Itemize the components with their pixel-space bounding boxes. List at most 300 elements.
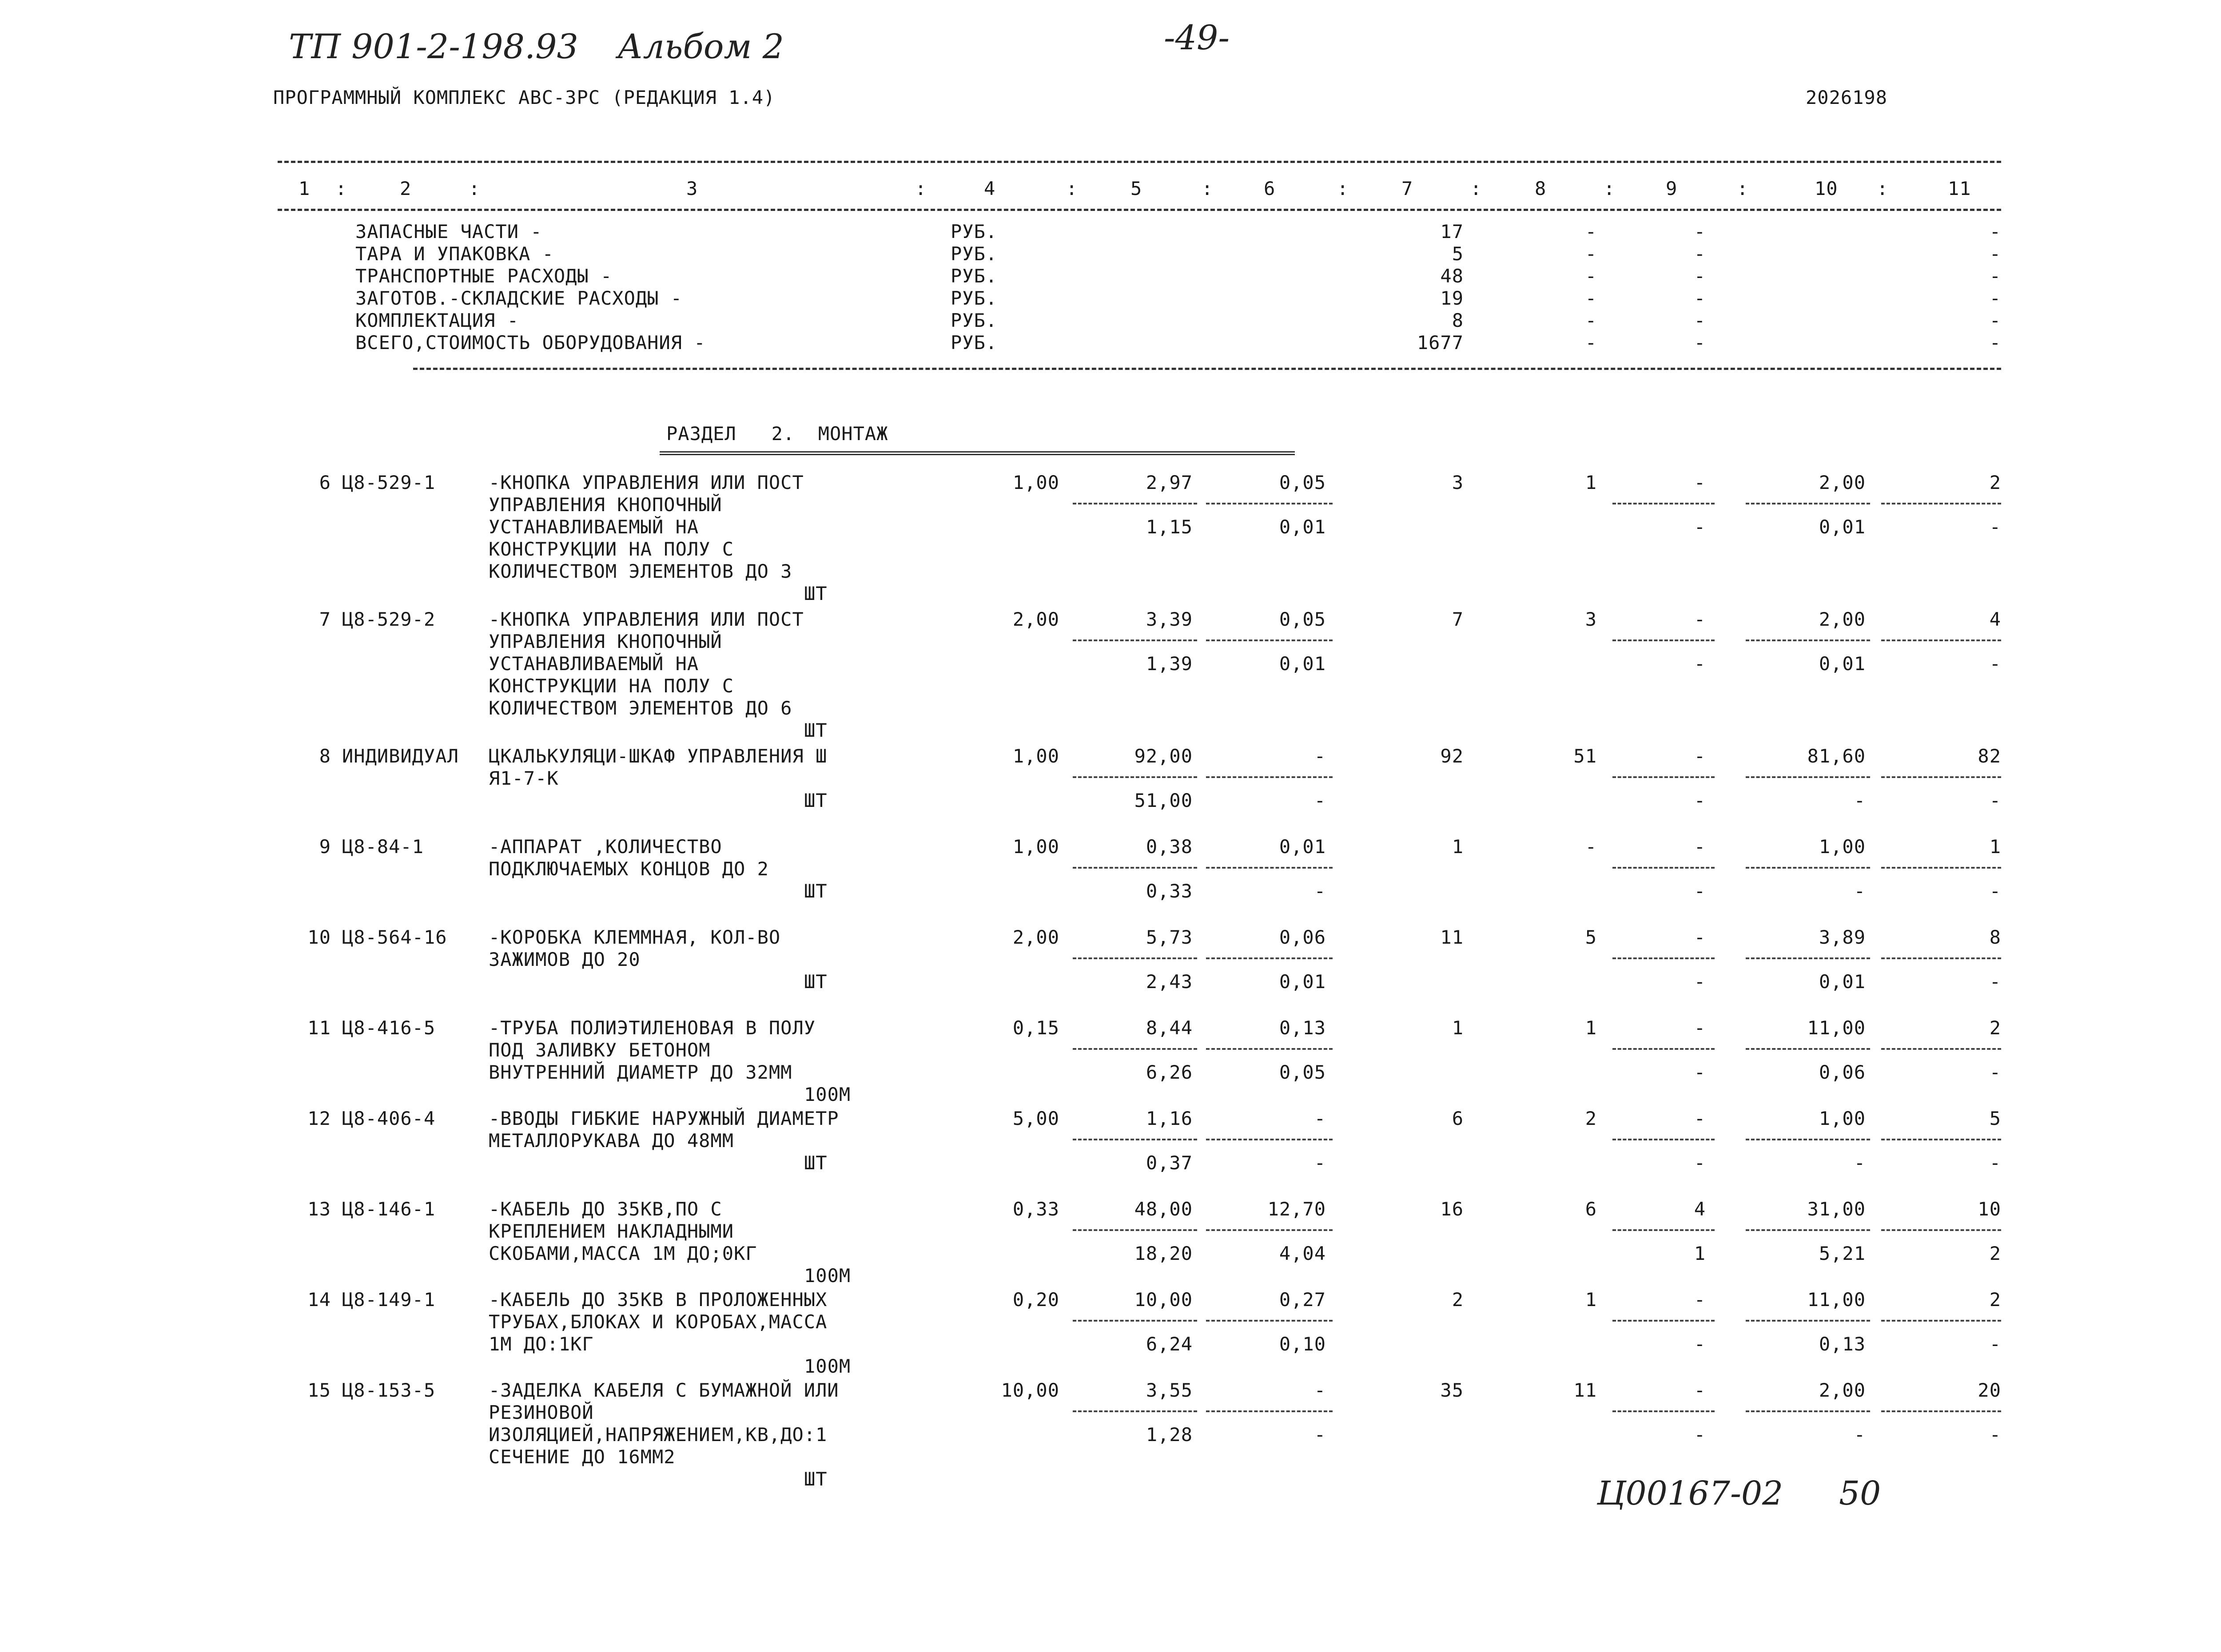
item-c5: 5,73 [1146, 926, 1193, 948]
item-c9: - [1694, 472, 1706, 493]
summary-c11: - [1989, 287, 2001, 309]
item-underline-c5 [1073, 503, 1197, 504]
item-description-line: КОЛИЧЕСТВОМ ЭЛЕМЕНТОВ ДО 3 [489, 560, 792, 582]
item-c9b: - [1694, 1152, 1706, 1174]
item-underline-c6 [1206, 1139, 1333, 1140]
item-underline-c5 [1073, 1139, 1197, 1140]
col-header-1: 1 [299, 178, 310, 199]
program-title: ПРОГРАММНЫЙ КОМПЛЕКС АВС-ЗРС (РЕДАКЦИЯ 1.4) [273, 87, 776, 108]
item-underline-c9 [1612, 776, 1715, 778]
item-underline-c5 [1073, 1320, 1197, 1322]
item-underline-c5 [1073, 957, 1197, 959]
item-c10: 1,00 [1819, 836, 1866, 858]
item-c7: 7 [1452, 608, 1464, 630]
summary-c11: - [1989, 243, 2001, 265]
item-underline-c5 [1073, 1410, 1197, 1412]
item-c11: 2 [1989, 1017, 2001, 1039]
item-c6: 0,05 [1279, 608, 1326, 630]
summary-name: КОМПЛЕКТАЦИЯ - [355, 310, 519, 331]
item-description-line: УПРАВЛЕНИЯ КНОПОЧНЫЙ [489, 494, 722, 516]
item-description-line: -КАБЕЛЬ ДО 35КВ,ПО С [489, 1198, 722, 1220]
item-underline-c10 [1746, 503, 1870, 504]
item-unit: ШТ [804, 790, 828, 811]
summary-unit: РУБ. [951, 310, 998, 331]
item-c6b: - [1314, 880, 1326, 902]
col-header-11: 11 [1948, 178, 1971, 199]
item-description-line: -КОРОБКА КЛЕММНАЯ, КОЛ-ВО [489, 926, 781, 948]
section-title: РАЗДЕЛ 2. МОНТАЖ [666, 423, 888, 445]
item-c5: 8,44 [1146, 1017, 1193, 1039]
item-c6b: 4,04 [1279, 1243, 1326, 1264]
item-c7: 16 [1440, 1198, 1464, 1220]
item-c11b: - [1989, 516, 2001, 538]
item-number: 11 [307, 1017, 331, 1039]
item-c9b: - [1694, 971, 1706, 993]
item-c11: 82 [1978, 745, 2001, 767]
item-c6: 0,01 [1279, 836, 1326, 858]
col-separator: : [1877, 178, 1889, 199]
item-description-line: -ТРУБА ПОЛИЭТИЛЕНОВАЯ В ПОЛУ [489, 1017, 816, 1039]
item-c7: 3 [1452, 472, 1464, 493]
item-c5b: 51,00 [1134, 790, 1193, 811]
summary-c7: 5 [1452, 243, 1464, 265]
item-underline-c11 [1881, 1048, 2001, 1050]
item-code: Ц8-416-5 [342, 1017, 436, 1039]
summary-c8: - [1585, 310, 1597, 331]
item-c7: 6 [1452, 1108, 1464, 1129]
item-c10b: 0,13 [1819, 1333, 1866, 1355]
item-description-line: 1М ДО:1КГ [489, 1333, 594, 1355]
summary-c7: 48 [1440, 265, 1464, 287]
item-underline-c6 [1206, 1320, 1333, 1322]
item-c4: 10,00 [1001, 1379, 1059, 1401]
item-underline-c9 [1612, 1320, 1715, 1322]
item-c11: 2 [1989, 1289, 2001, 1310]
item-underline-c11 [1881, 957, 2001, 959]
item-c6: - [1314, 1108, 1326, 1129]
item-c11b: - [1989, 653, 2001, 675]
summary-c7: 1677 [1417, 332, 1464, 353]
item-c10: 81,60 [1807, 745, 1866, 767]
item-description-line: -ВВОДЫ ГИБКИЕ НАРУЖНЫЙ ДИАМЕТР [489, 1108, 839, 1129]
item-underline-c6 [1206, 776, 1333, 778]
summary-name: ТАРА И УПАКОВКА - [355, 243, 554, 265]
item-unit: 100М [804, 1355, 851, 1377]
summary-c7: 17 [1440, 221, 1464, 242]
item-c11: 20 [1978, 1379, 2001, 1401]
summary-c11: - [1989, 310, 2001, 331]
col-separator: : [1066, 178, 1078, 199]
item-description-line: УСТАНАВЛИВАЕМЫЙ НА [489, 653, 699, 675]
item-underline-c10 [1746, 1048, 1870, 1050]
item-c8: - [1585, 836, 1597, 858]
header-top-rule [278, 161, 2001, 163]
item-description-line: УПРАВЛЕНИЯ КНОПОЧНЫЙ [489, 631, 722, 652]
col-separator: : [1470, 178, 1482, 199]
item-description-line: РЕЗИНОВОЙ [489, 1402, 594, 1423]
summary-c8: - [1585, 332, 1597, 353]
item-number: 10 [307, 926, 331, 948]
col-separator: : [469, 178, 481, 199]
item-description-line: Я1-7-К [489, 767, 559, 789]
summary-unit: РУБ. [951, 265, 998, 287]
item-c7: 92 [1440, 745, 1464, 767]
item-c9b: - [1694, 1061, 1706, 1083]
item-c9b: 1 [1694, 1243, 1706, 1264]
item-description-line: КОЛИЧЕСТВОМ ЭЛЕМЕНТОВ ДО 6 [489, 697, 792, 719]
item-c5b: 1,28 [1146, 1424, 1193, 1446]
item-c6: 0,05 [1279, 472, 1326, 493]
item-description-line: ВНУТРЕННИЙ ДИАМЕТР ДО 32ММ [489, 1061, 792, 1083]
item-c4: 1,00 [1012, 472, 1059, 493]
item-c8: 51 [1573, 745, 1597, 767]
item-description-line: УСТАНАВЛИВАЕМЫЙ НА [489, 516, 699, 538]
col-separator: : [1737, 178, 1749, 199]
item-description-line: СЕЧЕНИЕ ДО 16ММ2 [489, 1446, 676, 1468]
item-c6b: - [1314, 1152, 1326, 1174]
item-c10b: - [1854, 880, 1866, 902]
album-label: Альбом 2 [617, 27, 784, 66]
item-c8: 3 [1585, 608, 1597, 630]
item-c9b: - [1694, 1333, 1706, 1355]
item-underline-c11 [1881, 503, 2001, 504]
item-c10: 1,00 [1819, 1108, 1866, 1129]
item-description-line: ЦКАЛЬКУЛЯЦИ-ШКАФ УПРАВЛЕНИЯ Ш [489, 745, 828, 767]
summary-name: ТРАНСПОРТНЫЕ РАСХОДЫ - [355, 265, 613, 287]
item-c5b: 18,20 [1134, 1243, 1193, 1264]
item-c5: 10,00 [1134, 1289, 1193, 1310]
item-c10b: 0,01 [1819, 653, 1866, 675]
item-c7: 1 [1452, 1017, 1464, 1039]
item-c10b: - [1854, 790, 1866, 811]
item-number: 6 [319, 472, 331, 493]
item-description-line: СКОБАМИ,МАССА 1М ДО;0КГ [489, 1243, 757, 1264]
item-c9: - [1694, 1108, 1706, 1129]
item-underline-c9 [1612, 1410, 1715, 1412]
item-underline-c6 [1206, 957, 1333, 959]
item-c5: 48,00 [1134, 1198, 1193, 1220]
item-underline-c9 [1612, 639, 1715, 641]
col-header-3: 3 [686, 178, 698, 199]
item-c4: 2,00 [1012, 926, 1059, 948]
col-header-5: 5 [1130, 178, 1142, 199]
item-c8: 1 [1585, 1289, 1597, 1310]
item-c6b: 0,01 [1279, 971, 1326, 993]
item-number: 13 [307, 1198, 331, 1220]
item-c4: 1,00 [1012, 836, 1059, 858]
item-c5: 1,16 [1146, 1108, 1193, 1129]
col-separator: : [335, 178, 347, 199]
item-underline-c6 [1206, 503, 1333, 504]
item-description-line: ТРУБАХ,БЛОКАХ И КОРОБАХ,МАССА [489, 1311, 828, 1333]
item-c5b: 6,26 [1146, 1061, 1193, 1083]
summary-rule [413, 368, 2001, 370]
item-c5: 3,55 [1146, 1379, 1193, 1401]
footer-stamp: Ц00167-02 [1597, 1474, 1783, 1513]
doc-code: ТП 901-2-198.93 [289, 27, 578, 66]
item-c8: 2 [1585, 1108, 1597, 1129]
item-c5: 2,97 [1146, 472, 1193, 493]
item-c6b: - [1314, 790, 1326, 811]
item-c11: 10 [1978, 1198, 2001, 1220]
item-c8: 6 [1585, 1198, 1597, 1220]
item-c5b: 1,39 [1146, 653, 1193, 675]
item-code: Ц8-153-5 [342, 1379, 436, 1401]
item-c4: 0,20 [1012, 1289, 1059, 1310]
item-c8: 1 [1585, 472, 1597, 493]
item-c4: 0,33 [1012, 1198, 1059, 1220]
item-c6: 0,27 [1279, 1289, 1326, 1310]
summary-c8: - [1585, 221, 1597, 242]
item-c6b: - [1314, 1424, 1326, 1446]
item-c10: 3,89 [1819, 926, 1866, 948]
item-c9: - [1694, 836, 1706, 858]
item-underline-c9 [1612, 867, 1715, 869]
item-c11: 5 [1989, 1108, 2001, 1129]
item-c9: - [1694, 1017, 1706, 1039]
item-c9: - [1694, 745, 1706, 767]
item-underline-c6 [1206, 1229, 1333, 1231]
item-c5: 92,00 [1134, 745, 1193, 767]
item-description-line: КОНСТРУКЦИИ НА ПОЛУ С [489, 538, 734, 560]
summary-c8: - [1585, 243, 1597, 265]
item-c5b: 6,24 [1146, 1333, 1193, 1355]
item-c9b: - [1694, 653, 1706, 675]
item-c5: 0,38 [1146, 836, 1193, 858]
item-c11: 8 [1989, 926, 2001, 948]
footer-page: 50 [1839, 1474, 1881, 1513]
item-number: 9 [319, 836, 331, 858]
item-c10b: - [1854, 1152, 1866, 1174]
item-underline-c6 [1206, 1048, 1333, 1050]
item-description-line: -АППАРАТ ,КОЛИЧЕСТВО [489, 836, 722, 858]
item-underline-c11 [1881, 776, 2001, 778]
item-number: 15 [307, 1379, 331, 1401]
item-underline-c9 [1612, 1229, 1715, 1231]
item-description-line: -ЗАДЕЛКА КАБЕЛЯ С БУМАЖНОЙ ИЛИ [489, 1379, 839, 1401]
item-underline-c10 [1746, 776, 1870, 778]
item-underline-c5 [1073, 1048, 1197, 1050]
item-underline-c10 [1746, 1139, 1870, 1140]
summary-unit: РУБ. [951, 221, 998, 242]
item-c6: 0,13 [1279, 1017, 1326, 1039]
document-id: 2026198 [1806, 87, 1888, 108]
item-description-line: МЕТАЛЛОРУКАВА ДО 48ММ [489, 1130, 734, 1152]
summary-c11: - [1989, 265, 2001, 287]
item-c11b: - [1989, 1061, 2001, 1083]
item-unit: 100М [804, 1265, 851, 1287]
item-description-line: ПОД ЗАЛИВКУ БЕТОНОМ [489, 1039, 711, 1061]
item-unit: ШТ [804, 1468, 828, 1490]
section-underline [660, 451, 1295, 455]
item-c6b: 0,05 [1279, 1061, 1326, 1083]
item-c4: 5,00 [1012, 1108, 1059, 1129]
summary-c8: - [1585, 287, 1597, 309]
item-c9: 4 [1694, 1198, 1706, 1220]
item-c6: - [1314, 745, 1326, 767]
item-c9b: - [1694, 790, 1706, 811]
summary-c11: - [1989, 332, 2001, 353]
summary-name: ЗАГОТОВ.-СКЛАДСКИЕ РАСХОДЫ - [355, 287, 683, 309]
item-c11b: - [1989, 1333, 2001, 1355]
item-number: 12 [307, 1108, 331, 1129]
col-separator: : [1202, 178, 1214, 199]
item-underline-c10 [1746, 639, 1870, 641]
item-c10b: 5,21 [1819, 1243, 1866, 1264]
col-header-9: 9 [1666, 178, 1678, 199]
item-c4: 0,15 [1012, 1017, 1059, 1039]
item-underline-c9 [1612, 503, 1715, 504]
summary-c7: 19 [1440, 287, 1464, 309]
item-underline-c11 [1881, 1139, 2001, 1140]
item-c5: 3,39 [1146, 608, 1193, 630]
item-c11b: - [1989, 971, 2001, 993]
item-c7: 2 [1452, 1289, 1464, 1310]
summary-c11: - [1989, 221, 2001, 242]
page-number: -49- [1164, 18, 1230, 57]
item-c10b: 0,06 [1819, 1061, 1866, 1083]
item-c9b: - [1694, 1424, 1706, 1446]
item-underline-c10 [1746, 957, 1870, 959]
item-c9: - [1694, 1289, 1706, 1310]
item-underline-c10 [1746, 1410, 1870, 1412]
summary-c9: - [1694, 310, 1706, 331]
item-underline-c11 [1881, 867, 2001, 869]
item-number: 7 [319, 608, 331, 630]
item-c5b: 0,37 [1146, 1152, 1193, 1174]
item-c10: 11,00 [1807, 1017, 1866, 1039]
item-c10: 2,00 [1819, 1379, 1866, 1401]
item-code: Ц8-149-1 [342, 1289, 436, 1310]
col-header-4: 4 [984, 178, 996, 199]
item-description-line: -КНОПКА УПРАВЛЕНИЯ ИЛИ ПОСТ [489, 608, 804, 630]
item-c10b: - [1854, 1424, 1866, 1446]
item-underline-c11 [1881, 1410, 2001, 1412]
item-description-line: ЗАЖИМОВ ДО 20 [489, 949, 641, 970]
item-code: Ц8-564-16 [342, 926, 447, 948]
item-c8: 11 [1573, 1379, 1597, 1401]
item-code: Ц8-406-4 [342, 1108, 436, 1129]
item-underline-c11 [1881, 639, 2001, 641]
item-description-line: КРЕПЛЕНИЕМ НАКЛАДНЫМИ [489, 1220, 734, 1242]
col-separator: : [1337, 178, 1349, 199]
item-c6: 12,70 [1267, 1198, 1326, 1220]
item-underline-c9 [1612, 1139, 1715, 1140]
item-c11: 1 [1989, 836, 2001, 858]
item-c7: 11 [1440, 926, 1464, 948]
item-c11: 4 [1989, 608, 2001, 630]
item-underline-c6 [1206, 639, 1333, 641]
item-c11b: - [1989, 880, 2001, 902]
summary-c9: - [1694, 265, 1706, 287]
item-description-line: ИЗОЛЯЦИЕЙ,НАПРЯЖЕНИЕМ,КВ,ДО:1 [489, 1424, 828, 1446]
item-c7: 1 [1452, 836, 1464, 858]
summary-unit: РУБ. [951, 287, 998, 309]
summary-name: ЗАПАСНЫЕ ЧАСТИ - [355, 221, 542, 242]
item-underline-c6 [1206, 867, 1333, 869]
item-c10b: 0,01 [1819, 971, 1866, 993]
item-code: Ц8-146-1 [342, 1198, 436, 1220]
summary-unit: РУБ. [951, 243, 998, 265]
item-description-line: -КАБЕЛЬ ДО 35КВ В ПРОЛОЖЕННЫХ [489, 1289, 828, 1310]
summary-c9: - [1694, 332, 1706, 353]
item-c6: 0,06 [1279, 926, 1326, 948]
item-code: Ц8-529-1 [342, 472, 436, 493]
item-underline-c10 [1746, 1320, 1870, 1322]
col-header-8: 8 [1535, 178, 1547, 199]
item-underline-c9 [1612, 957, 1715, 959]
col-header-2: 2 [400, 178, 412, 199]
item-c11b: 2 [1989, 1243, 2001, 1264]
item-underline-c11 [1881, 1320, 2001, 1322]
item-c5b: 0,33 [1146, 880, 1193, 902]
item-c5b: 2,43 [1146, 971, 1193, 993]
summary-c9: - [1694, 221, 1706, 242]
item-c11b: - [1989, 790, 2001, 811]
item-unit: ШТ [804, 880, 828, 902]
item-underline-c10 [1746, 1229, 1870, 1231]
item-unit: 100М [804, 1084, 851, 1105]
item-c4: 2,00 [1012, 608, 1059, 630]
item-description-line: КОНСТРУКЦИИ НА ПОЛУ С [489, 675, 734, 697]
col-separator: : [1604, 178, 1616, 199]
summary-c8: - [1585, 265, 1597, 287]
summary-name: ВСЕГО,СТОИМОСТЬ ОБОРУДОВАНИЯ - [355, 332, 706, 353]
item-underline-c5 [1073, 1229, 1197, 1231]
item-c9: - [1694, 608, 1706, 630]
item-unit: ШТ [804, 719, 828, 741]
col-header-10: 10 [1815, 178, 1838, 199]
summary-c7: 8 [1452, 310, 1464, 331]
item-c6b: 0,01 [1279, 516, 1326, 538]
item-c8: 1 [1585, 1017, 1597, 1039]
item-c10: 2,00 [1819, 608, 1866, 630]
item-c10b: 0,01 [1819, 516, 1866, 538]
item-underline-c5 [1073, 867, 1197, 869]
summary-c9: - [1694, 243, 1706, 265]
item-underline-c10 [1746, 867, 1870, 869]
item-code: Ц8-84-1 [342, 836, 424, 858]
item-c10: 31,00 [1807, 1198, 1866, 1220]
item-underline-c5 [1073, 639, 1197, 641]
item-c8: 5 [1585, 926, 1597, 948]
item-c11b: - [1989, 1424, 2001, 1446]
item-description-line: ПОДКЛЮЧАЕМЫХ КОНЦОВ ДО 2 [489, 858, 769, 880]
item-unit: ШТ [804, 1152, 828, 1174]
item-underline-c6 [1206, 1410, 1333, 1412]
item-c4: 1,00 [1012, 745, 1059, 767]
item-number: 8 [319, 745, 331, 767]
item-c10: 2,00 [1819, 472, 1866, 493]
item-c9: - [1694, 926, 1706, 948]
item-code: Ц8-529-2 [342, 608, 436, 630]
item-c11: 2 [1989, 472, 2001, 493]
item-c9b: - [1694, 516, 1706, 538]
item-c10: 11,00 [1807, 1289, 1866, 1310]
col-header-6: 6 [1264, 178, 1276, 199]
item-unit: ШТ [804, 583, 828, 604]
item-c6: - [1314, 1379, 1326, 1401]
summary-c9: - [1694, 287, 1706, 309]
item-c7: 35 [1440, 1379, 1464, 1401]
header-bottom-rule [278, 209, 2001, 211]
item-c11b: - [1989, 1152, 2001, 1174]
item-c6b: 0,01 [1279, 653, 1326, 675]
col-separator: : [915, 178, 927, 199]
item-underline-c5 [1073, 776, 1197, 778]
item-c5b: 1,15 [1146, 516, 1193, 538]
item-c9b: - [1694, 880, 1706, 902]
